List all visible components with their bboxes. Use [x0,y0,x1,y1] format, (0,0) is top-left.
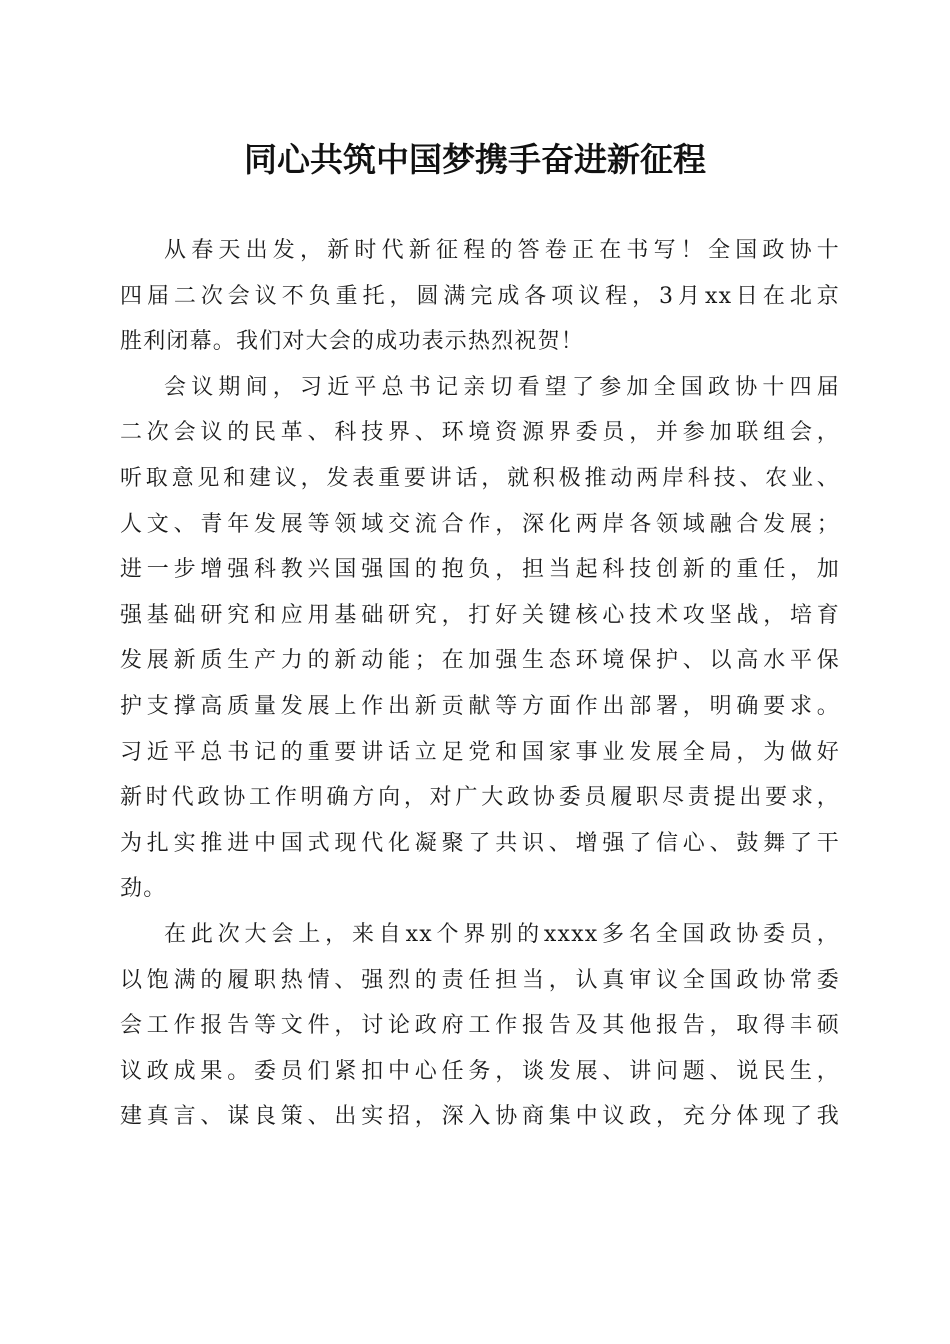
text-line: 二次会议的民革、科技界、环境资源界委员，并参加联组会， [120,420,840,446]
text-line: 人文、青年发展等领域交流合作，深化两岸各领域融合发展； [120,511,840,537]
text-line: 四届二次会议不负重托，圆满完成各项议程，3月xx日在北京 [120,283,840,309]
paragraph-2 [120,365,840,912]
text-line: 胜利闭幕。我们对大会的成功表示热烈祝贺！ [120,329,585,355]
text-line: 发展新质生产力的新动能；在加强生态环境保护、以高水平保 [120,648,840,674]
paragraph-3 [120,912,840,1140]
text-line: 会议期间，习近平总书记亲切看望了参加全国政协十四届 [164,374,840,400]
text-line: 在此次大会上，来自xx个界别的xxxx多名全国政协委员， [164,921,840,947]
text-line: 会工作报告等文件，讨论政府工作报告及其他报告，取得丰硕 [120,1013,840,1039]
text-line: 进一步增强科教兴国强国的抱负，担当起科技创新的重任，加 [120,557,840,583]
text-line: 强基础研究和应用基础研究，打好关键核心技术攻坚战，培育 [120,602,840,628]
text-line: 习近平总书记的重要讲话立足党和国家事业发展全局，为做好 [120,739,840,765]
text-line: 听取意见和建议，发表重要讲话，就积极推动两岸科技、农业、 [120,465,840,491]
text-line: 新时代政协工作明确方向，对广大政协委员履职尽责提出要求， [120,785,840,811]
text-line: 从春天出发，新时代新征程的答卷正在书写！全国政协十 [164,238,840,263]
text-line: 议政成果。委员们紧扣中心任务，谈发展、讲问题、说民生， [120,1058,840,1084]
paragraph-1 [120,228,840,365]
text-line: 劲。 [120,876,167,902]
text-line: 建真言、谋良策、出实招，深入协商集中议政，充分体现了我 [120,1104,840,1130]
document-body [120,228,840,1140]
text-line: 为扎实推进中国式现代化凝聚了共识、增强了信心、鼓舞了干 [120,830,840,856]
text-line: 护支撑高质量发展上作出新贡献等方面作出部署，明确要求。 [120,693,840,719]
document-title: 同心共筑中国梦携手奋进新征程 [244,140,706,179]
text-line: 以饱满的履职热情、强烈的责任担当，认真审议全国政协常委 [120,967,840,993]
